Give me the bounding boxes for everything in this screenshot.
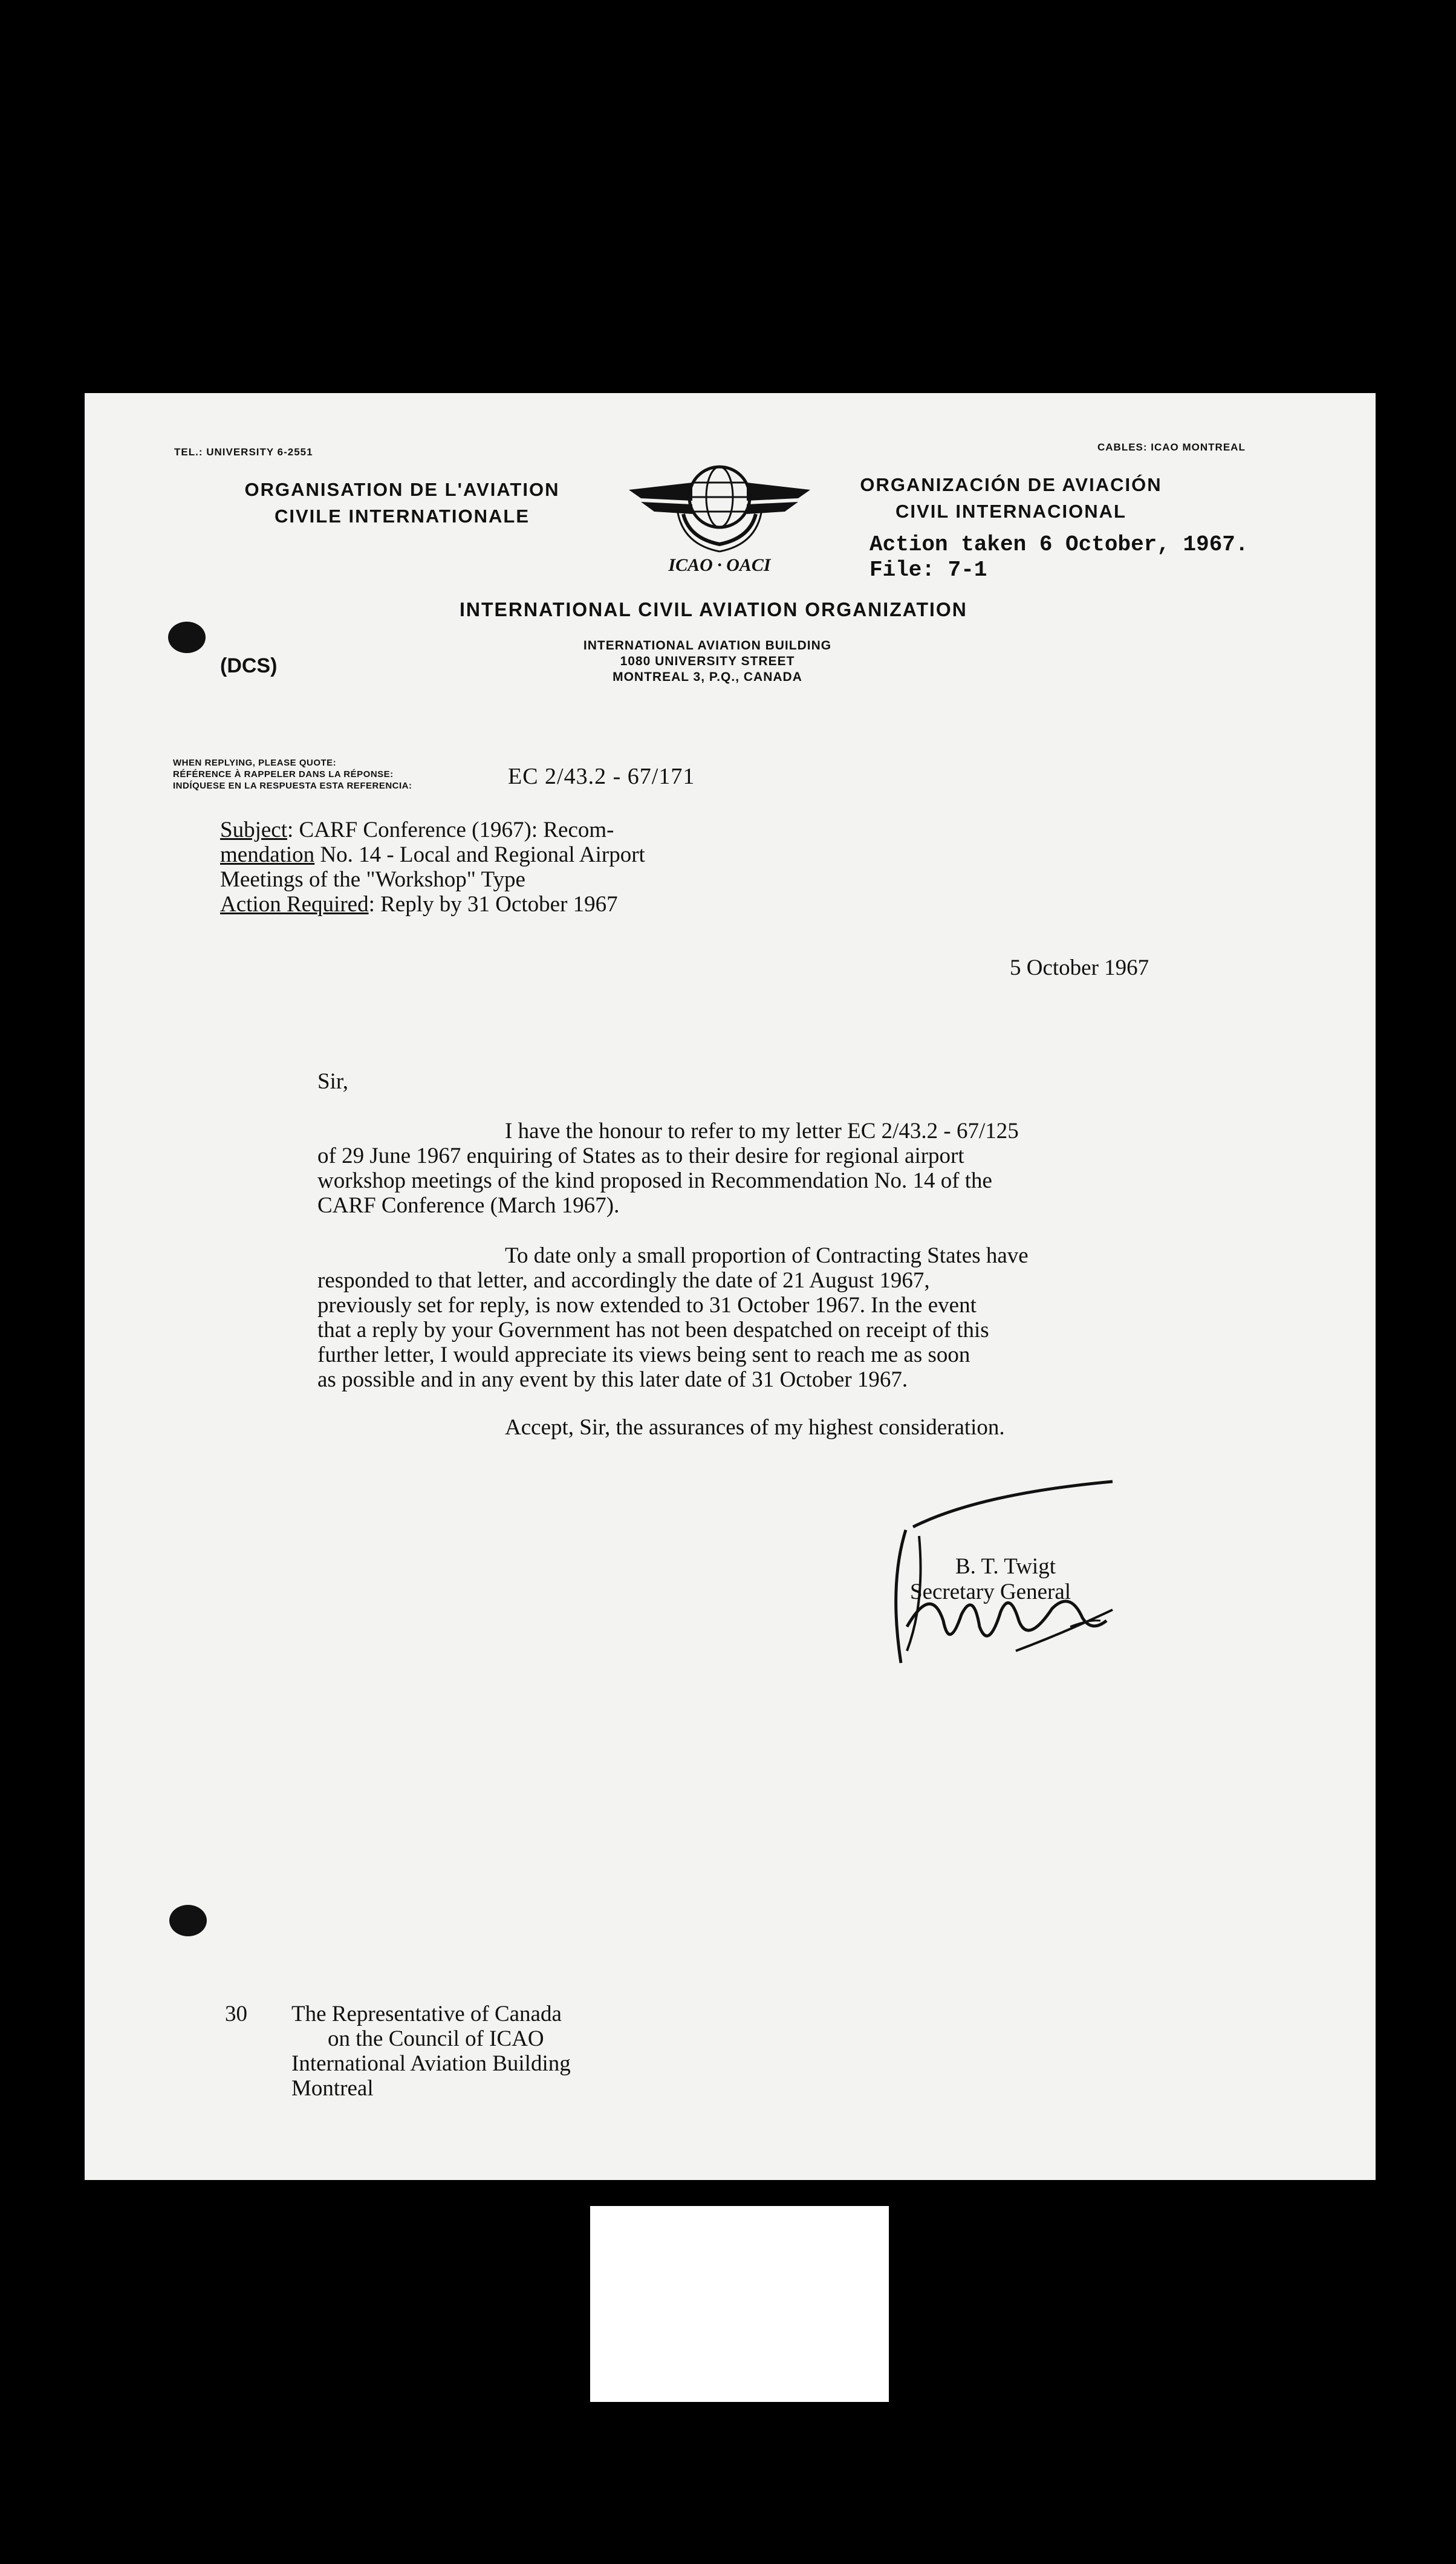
paragraph-1 (317, 1119, 1019, 1218)
recipient-line2: on the Council of ICAO (328, 2026, 544, 2051)
punch-hole (168, 622, 206, 653)
action-required-text: : Reply by 31 October 1967 (368, 892, 618, 917)
recipient-line3: International Aviation Building (291, 2051, 571, 2076)
reference-number: EC 2/43.2 - 67/171 (508, 764, 695, 789)
signatory-title: Secretary General (910, 1580, 1071, 1604)
blank-white-card (590, 2206, 889, 2402)
paragraph-2-line: responded to that letter, and accordingly the date of 21 August 1967, (317, 1268, 930, 1293)
organization-name: INTERNATIONAL CIVIL AVIATION ORGANIZATION (460, 599, 967, 620)
paragraph-1-line: workshop meetings of the kind proposed in Recommendation No. 14 of the (317, 1168, 992, 1193)
letterhead-spanish (848, 472, 1174, 525)
punch-hole (169, 1905, 207, 1936)
recipient-number: 30 (225, 2002, 247, 2026)
action-required-label: Action Required (220, 892, 369, 917)
recipient-line1: The Representative of Canada (291, 2002, 562, 2026)
icao-logo-text: ICAO · OACI (668, 555, 771, 574)
subject-line1: : CARF Conference (1967): Recom- (287, 818, 614, 842)
letterhead-spanish-line2: CIVIL INTERNACIONAL (895, 501, 1126, 522)
subject-line3: Meetings of the "Workshop" Type (220, 867, 525, 892)
letterhead-french (239, 477, 565, 530)
subject-block (220, 818, 645, 917)
address-line2: 1080 UNIVERSITY STREET (620, 654, 795, 668)
subject-line2: No. 14 - Local and Regional Airport (314, 842, 645, 867)
paragraph-2-line: as possible and in any event by this later date of 31 October 1967. (317, 1367, 908, 1392)
reply-quote-line1: WHEN REPLYING, PLEASE QUOTE: (173, 758, 337, 768)
closing-line: Accept, Sir, the assurances of my highest consideration. (505, 1415, 1005, 1440)
recipient-address (291, 2002, 571, 2101)
address-line1: INTERNATIONAL AVIATION BUILDING (583, 639, 832, 652)
telephone-line: TEL.: UNIVERSITY 6-2551 (174, 446, 313, 458)
address-line3: MONTREAL 3, P.Q., CANADA (613, 670, 802, 684)
recipient-line4: Montreal (291, 2076, 374, 2101)
signatory-name: B. T. Twigt (955, 1554, 1056, 1579)
paragraph-2-line: that a reply by your Government has not been despatched on receipt of this (317, 1318, 989, 1342)
paragraph-2-line: further letter, I would appreciate its views being sent to reach me as soon (317, 1342, 970, 1367)
dcs-mark: (DCS) (220, 654, 278, 677)
paragraph-1-line: CARF Conference (March 1967). (317, 1193, 620, 1218)
file-note: File: 7-1 (869, 558, 987, 582)
reply-quote-line2: RÉFÉRENCE À RAPPELER DANS LA RÉPONSE: (173, 769, 394, 779)
paragraph-2 (317, 1243, 1029, 1392)
letterhead-french-line2: CIVILE INTERNATIONALE (274, 506, 530, 527)
letterhead-spanish-line1: ORGANIZACIÓN DE AVIACIÓN (860, 474, 1162, 495)
letterhead-address (562, 638, 853, 685)
paragraph-1-line: I have the honour to refer to my letter EC 2/43.2 - 67/125 (505, 1119, 1019, 1144)
icao-logo (617, 454, 822, 574)
paragraph-1-line: of 29 June 1967 enquiring of States as to their desire for regional airport (317, 1144, 964, 1168)
subject-line2-underlined: mendation (220, 842, 315, 867)
cables-line: CABLES: ICAO MONTREAL (1097, 441, 1246, 453)
paragraph-2-line: To date only a small proportion of Contracting States have (505, 1243, 1029, 1268)
letterhead-french-line1: ORGANISATION DE L'AVIATION (244, 479, 560, 500)
action-taken-note: Action taken 6 October, 1967. (869, 532, 1249, 557)
reply-quote-line3: INDÍQUESE EN LA RESPUESTA ESTA REFERENCIA: (173, 781, 412, 791)
salutation: Sir, (317, 1069, 348, 1094)
paragraph-2-line: previously set for reply, is now extended to 31 October 1967. In the event (317, 1293, 977, 1318)
reply-quote-notice (173, 757, 412, 792)
subject-label: Subject (220, 818, 287, 842)
letter-date: 5 October 1967 (1010, 955, 1149, 980)
letter-page (85, 393, 1376, 2180)
